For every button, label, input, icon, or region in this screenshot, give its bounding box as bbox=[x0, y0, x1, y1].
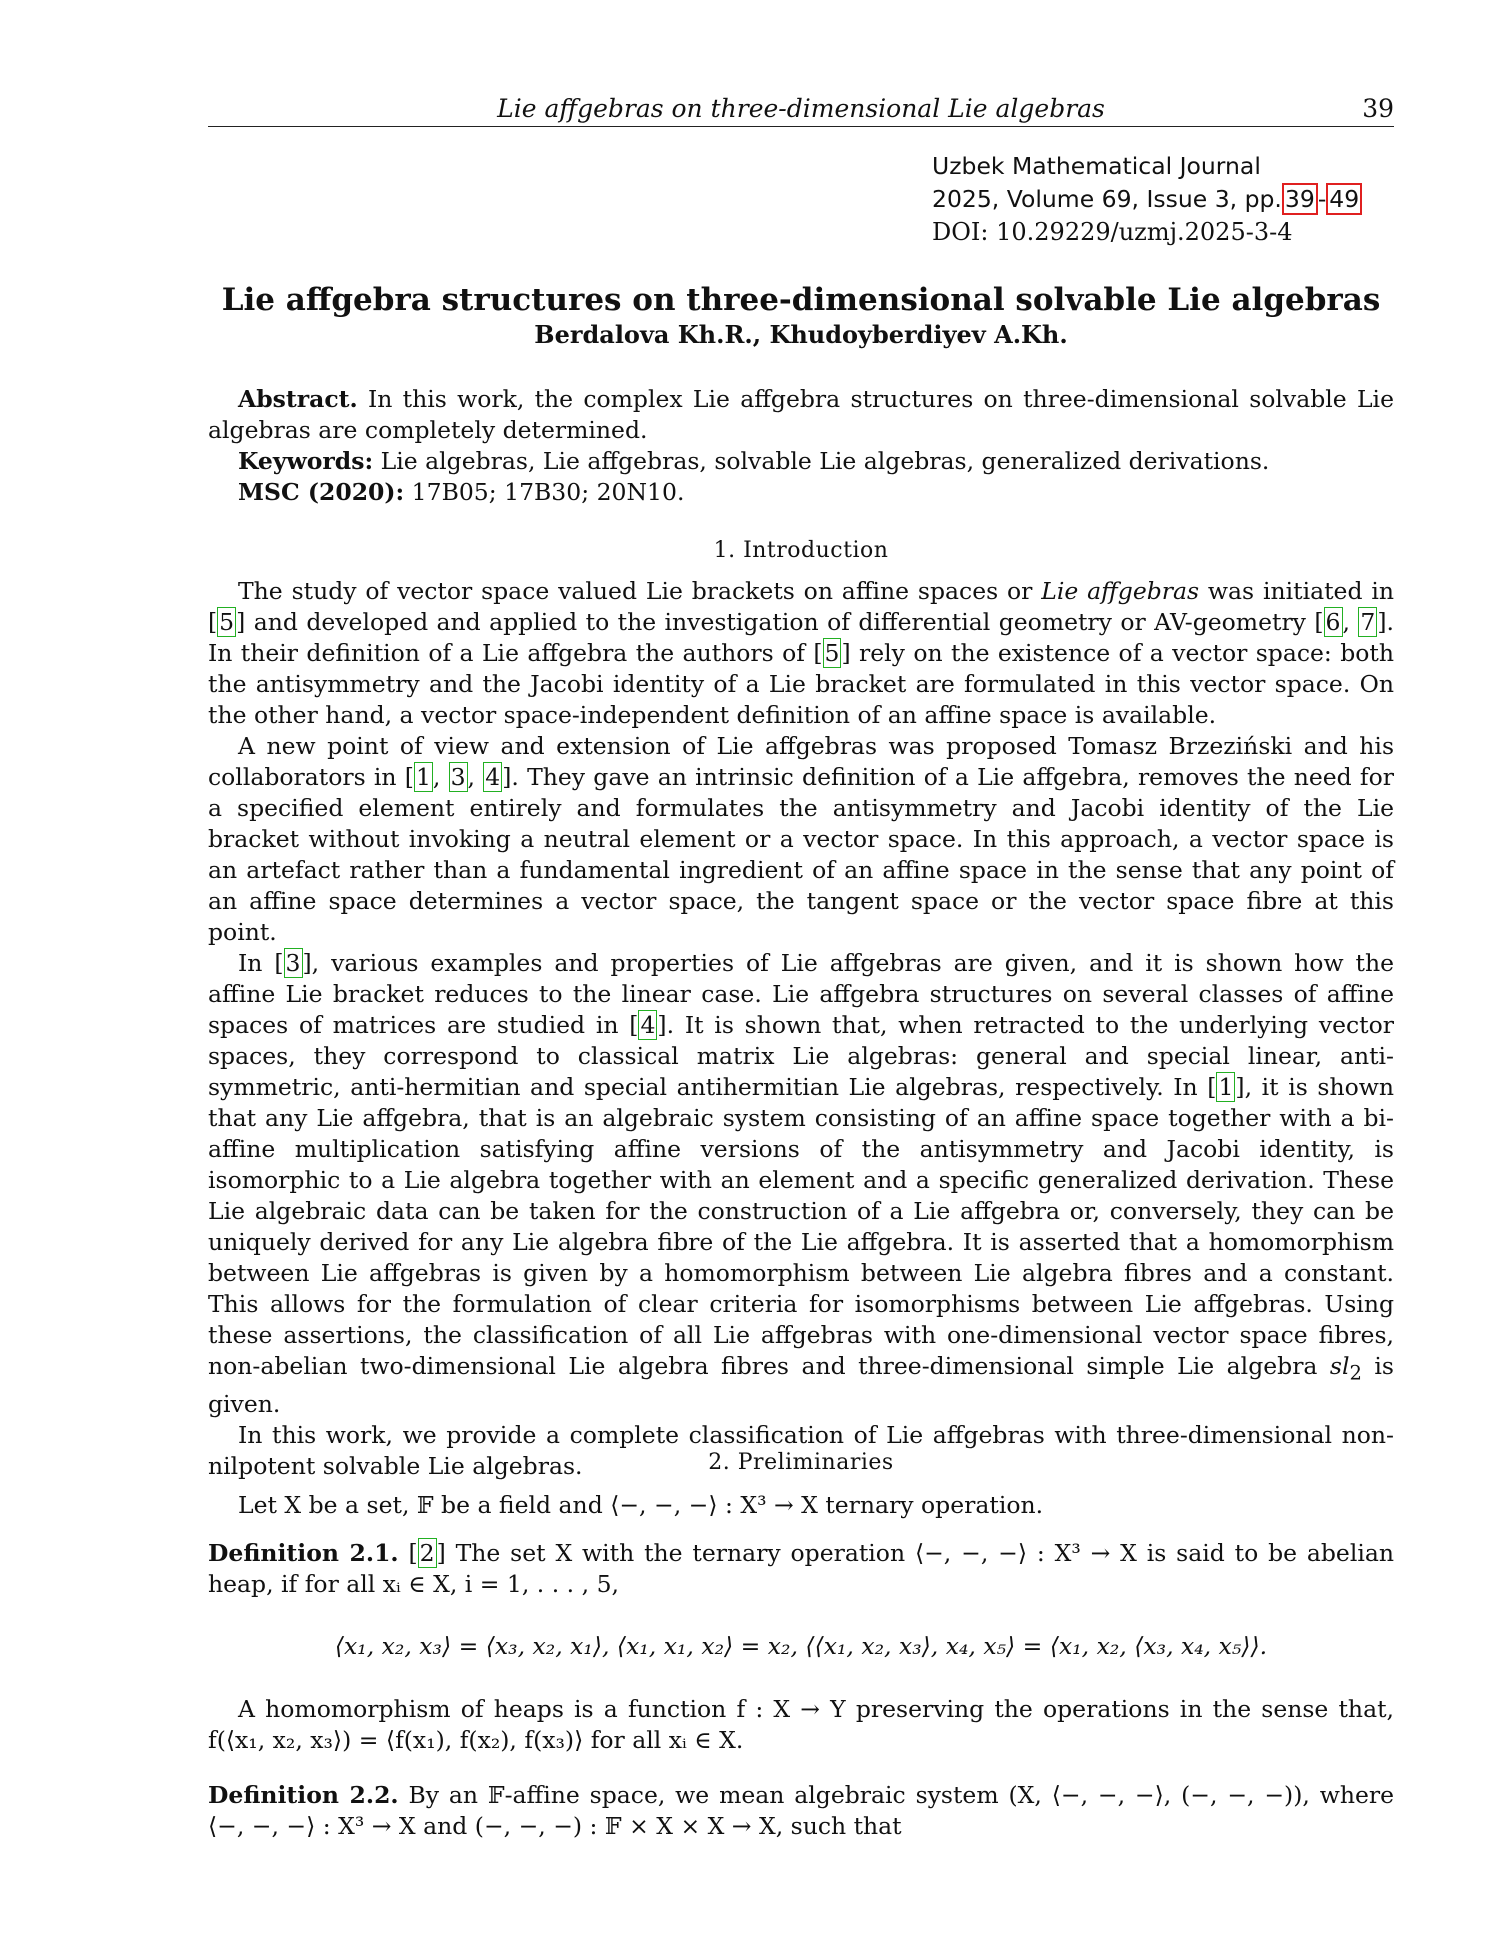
definition-2-2: Definition 2.2. By an 𝔽-affine space, we mean algebraic system (X, ⟨−, −, −⟩, (−, −, −)), where ⟨−, −, −⟩ : X³ → X and (−, −, −) : 𝔽 × X × X → X, such that bbox=[208, 1781, 1394, 1840]
keywords-label: Keywords: bbox=[238, 447, 374, 475]
journal-info bbox=[932, 150, 1362, 249]
paper-authors: Berdalova Kh.R., Khudoyberdiyev A.Kh. bbox=[534, 320, 1068, 349]
intro-paragraph-2: A new point of view and extension of Lie affgebras was proposed Tomasz Brzeziński and his collaborators in [1, 3, 4]. They gave an intrinsic definition of a Lie affgebra, removes the need for a specified element entirely and formulates the antisymmetry and Jacobi identity of the Lie bracket without invoking a neutral element or a vector space. In this approach, a vector space is an artefact rather than a fundamental ingredient of an affine space in the sense that any point of an affine space determines a vector space, the tangent space or the vector space fibre at this point. bbox=[208, 732, 1394, 946]
citation-link[interactable]: 3 bbox=[450, 763, 466, 791]
section-heading-preliminaries: 2. Preliminaries bbox=[708, 1450, 894, 1475]
intro-paragraph-3: In [3], various examples and properties of Lie affgebras are given, and it is shown how the affine Lie bracket reduces to the linear case. Lie affgebra structures on several classes of affine spaces of matrices are studied in [4]. It is shown that, when retracted to the underlying vector spaces, they correspond to classical matrix Lie algebras: general and special linear, anti-symmetric, anti-hermitian and special antihermitian Lie algebras, respectively. In [1], it is shown that any Lie affgebra, that is an algebraic system consisting of an affine space together with a bi-affine multiplication satisfying affine versions of the antisymmetry and Jacobi identity, is isomorphic to a Lie algebra together with an element and a specific generalized derivation. These Lie algebraic data can be taken for the construction of a Lie affgebra or, conversely, they can be uniquely derived for any Lie algebra fibre of the Lie affgebra. It is asserted that a homomorphism between Lie affgebras is given by a homomorphism between Lie algebra fibres and a constant. This allows for the formulation of clear criteria for isomorphisms between Lie affgebras. Using these assertions, the classification of all Lie affgebras with one-dimensional vector space fibres, non-abelian two-dimensional Lie algebra fibres and three-dimensional simple Lie algebra $sl_2$ is given. bbox=[208, 949, 1395, 1418]
running-title: Lie affgebras on three-dimensional Lie algebras bbox=[497, 94, 1105, 123]
citation-link[interactable]: 5 bbox=[219, 608, 235, 636]
keywords: Keywords: Lie algebras, Lie affgebras, solvable Lie algebras, generalized derivations. bbox=[238, 447, 1270, 475]
citation-link[interactable]: 7 bbox=[1360, 608, 1376, 636]
doi: DOI: 10.29229/uzmj.2025-3-4 bbox=[932, 218, 1293, 246]
citation-link[interactable]: 1 bbox=[415, 763, 431, 791]
abstract-block bbox=[208, 384, 1394, 508]
section-heading-introduction: 1. Introduction bbox=[713, 538, 889, 563]
page-end-link[interactable]: 49 bbox=[1326, 183, 1362, 215]
definition-label: Definition 2.2. bbox=[208, 1781, 399, 1809]
definition-label: Definition 2.1. bbox=[208, 1539, 399, 1567]
intro-paragraph-1: The study of vector space valued Lie brackets on affine spaces or Lie affgebras was initiated in [5] and developed and applied to the investigation of differential geometry or AV-geometry [6, 7]. In their definition of a Lie affgebra the authors of [5] rely on the existence of a vector space: both the antisymmetry and the Jacobi identity of a Lie bracket are formulated in this vector space. On the other hand, a vector space-independent definition of an affine space is available. bbox=[208, 577, 1394, 729]
homomorphism-paragraph: A homomorphism of heaps is a function f : X → Y preserving the operations in the sense that, f(⟨x₁, x₂, x₃⟩) = ⟨f(x₁), f(x₂), f(x₃)⟩ for all xᵢ ∈ X. bbox=[208, 1695, 1394, 1754]
journal-name: Uzbek Mathematical Journal bbox=[932, 152, 1261, 180]
citation-link[interactable]: 4 bbox=[640, 1011, 656, 1039]
preliminaries-line: Let X be a set, 𝔽 be a field and ⟨−, −, −⟩ : X³ → X ternary operation. bbox=[238, 1491, 1044, 1519]
citation-link[interactable]: 6 bbox=[1325, 608, 1341, 636]
msc: MSC (2020): 17B05; 17B30; 20N10. bbox=[238, 478, 685, 506]
citation-link[interactable]: 4 bbox=[485, 763, 501, 791]
paper-title: Lie affgebra structures on three-dimensional solvable Lie algebras bbox=[221, 282, 1381, 318]
citation-link[interactable]: 5 bbox=[824, 639, 840, 667]
abstract-label: Abstract. bbox=[238, 385, 358, 413]
msc-label: MSC (2020): bbox=[238, 478, 405, 506]
abstract: Abstract. In this work, the complex Lie affgebra structures on three-dimensional solvable Lie algebras are completely determined. bbox=[208, 385, 1394, 444]
equation-heap-axioms: ⟨x₁, x₂, x₃⟩ = ⟨x₃, x₂, x₁⟩, ⟨x₁, x₁, x₂⟩ = x₂, ⟨⟨x₁, x₂, x₃⟩, x₄, x₅⟩ = ⟨x₁, x₂, ⟨x₃, x₄, x₅⟩⟩. bbox=[334, 1632, 1268, 1660]
citation-link[interactable]: 3 bbox=[285, 949, 301, 977]
introduction-body bbox=[208, 576, 1394, 1482]
page-number: 39 bbox=[1362, 94, 1394, 123]
definition-2-1: Definition 2.1. [2] The set X with the ternary operation ⟨−, −, −⟩ : X³ → X is said to be abelian heap, if for all xᵢ ∈ X, i = 1, . . . , 5, bbox=[208, 1539, 1395, 1598]
running-header bbox=[208, 94, 1394, 127]
page-start-link[interactable]: 39 bbox=[1282, 183, 1318, 215]
intro-paragraph-4: In this work, we provide a complete classification of Lie affgebras with three-dimensional non-nilpotent solvable Lie algebras. bbox=[208, 1420, 1394, 1480]
citation-link[interactable]: 2 bbox=[419, 1539, 435, 1567]
journal-volume: 2025, Volume 69, Issue 3, pp. 39 - 49 bbox=[932, 183, 1362, 216]
citation-link[interactable]: 1 bbox=[1218, 1073, 1234, 1101]
